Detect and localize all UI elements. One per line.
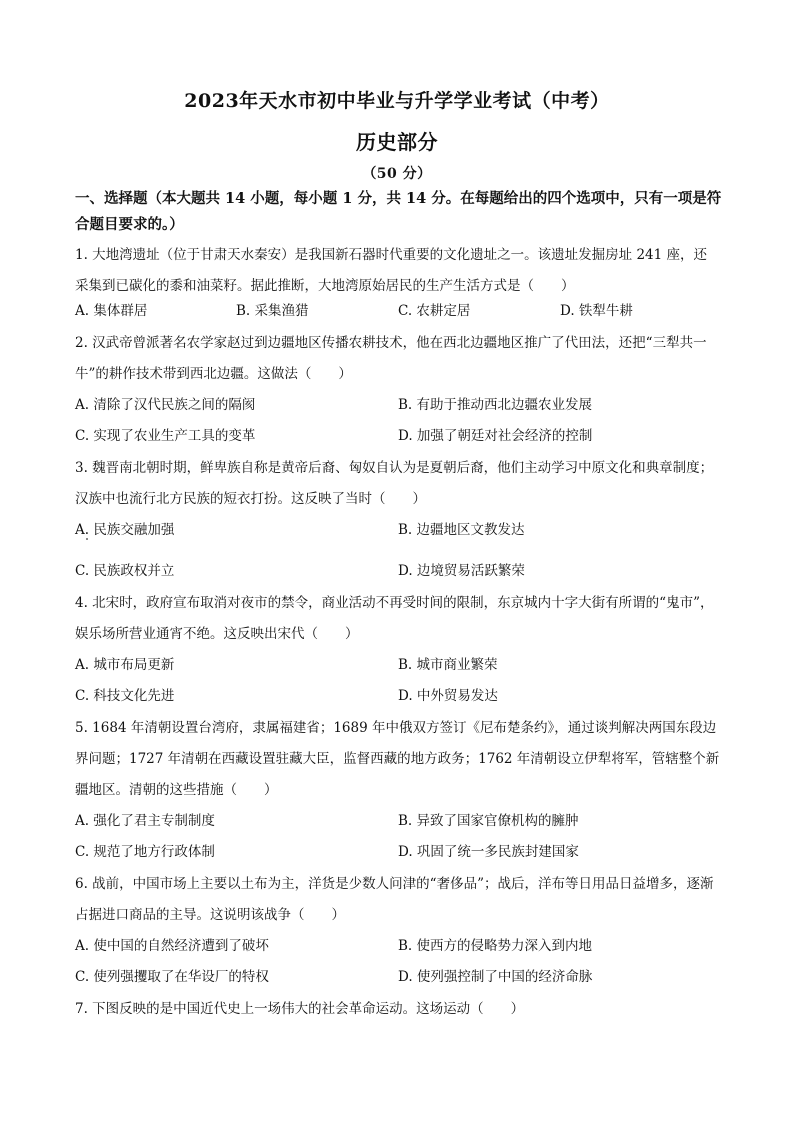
question-option: D. 铁犁牛耕 [560,303,633,319]
question-option: C. 实现了农业生产工具的变革 [75,428,256,444]
stray-dot [86,538,88,540]
question-option: A. 集体群居 [75,303,148,319]
question-option: C. 使列强攫取了在华设厂的特权 [75,969,269,985]
question-stem: 6. 战前，中国市场上主要以土布为主，洋货是少数人问津的“奢侈品”；战后，洋布等日用品日益增多，逐渐占据进口商品的主导。这说明该战争（ ） [75,876,714,923]
question-option: C. 农耕定居 [398,303,471,319]
question-option: A. 清除了汉代民族之间的隔阂 [75,397,256,413]
question-stem: 7. 下图反映的是中国近代史上一场伟大的社会革命运动。这场运动（ ） [75,1001,525,1017]
question-option: C. 民族政权并立 [75,563,175,579]
question-stem: 3. 魏晋南北朝时期，鲜卑族自称是黄帝后裔、匈奴自认为是夏朝后裔，他们主动学习中原文化和典章制度；汉族中也流行北方民族的短衣打扮。这反映了当时（ ） [75,460,714,507]
question-option: D. 巩固了统一多民族封建国家 [398,844,579,860]
question-option: C. 规范了地方行政体制 [75,844,215,860]
question-option: D. 使列强控制了中国的经济命脉 [398,969,593,985]
question-option: B. 异致了国家官僚机构的臃肿 [398,813,579,829]
question-stem: 1. 大地湾遗址（位于甘肃天水秦安）是我国新石器时代重要的文化遗址之一。该遗址发掘房址 241 座，还采集到已碳化的黍和油菜籽。据此推断，大地湾原始居民的生产生活方式是（ ） [75,247,708,294]
question-option: A. 使中国的自然经济遭到了破坏 [75,938,269,954]
exam-subtitle: 历史部分 [356,130,438,154]
question-option: D. 加强了朝廷对社会经济的控制 [398,428,593,444]
question-stem: 2. 汉武帝曾派著名农学家赵过到边疆地区传播农耕技术，他在西北边疆地区推广了代田法，还把“三犁共一牛”的耕作技术带到西北边疆。这做法（ ） [75,335,707,382]
question-option: D. 边境贸易活跃繁荣 [398,563,525,579]
question-option: B. 采集渔猎 [236,303,309,319]
question-option: C. 科技文化先进 [75,688,175,704]
exam-title: 2023年天水市初中毕业与升学学业考试（中考） [184,90,610,112]
question-option: A. 民族交融加强 [75,522,175,538]
question-option: B. 边疆地区文教发达 [398,522,525,538]
question-stem: 4. 北宋时，政府宣布取消对夜市的禁令，商业活动不再受时间的限制，东京城内十字大街有所谓的“鬼市”，娱乐场所营业通宵不绝。这反映出宋代（ ） [75,595,714,642]
question-option: B. 城市商业繁荣 [398,657,498,673]
question-option: D. 中外贸易发达 [398,688,498,704]
question-option: B. 使西方的侵略势力深入到内地 [398,938,593,954]
question-option: A. 强化了君主专制制度 [75,813,215,829]
section-heading: 一、选择题（本大题共 14 小题，每小题 1 分，共 14 分。在每题给出的四个选项中，只有一项是符合题目要求的。） [75,190,722,233]
question-option: B. 有助于推动西北边疆农业发展 [398,397,593,413]
question-stem: 5. 1684 年清朝设置台湾府，隶属福建省；1689 年中俄双方签订《尼布楚条约》，通过谈判解决两国东段边界问题；1727 年清朝在西藏设置驻藏大臣，监督西藏的地方政务；1762 年清朝设立伊犁将军，管辖整个新疆地区。清朝的这些措施（ ） [75,720,720,798]
exam-score: （50 分） [362,166,432,182]
question-option: A. 城市布局更新 [75,657,175,673]
